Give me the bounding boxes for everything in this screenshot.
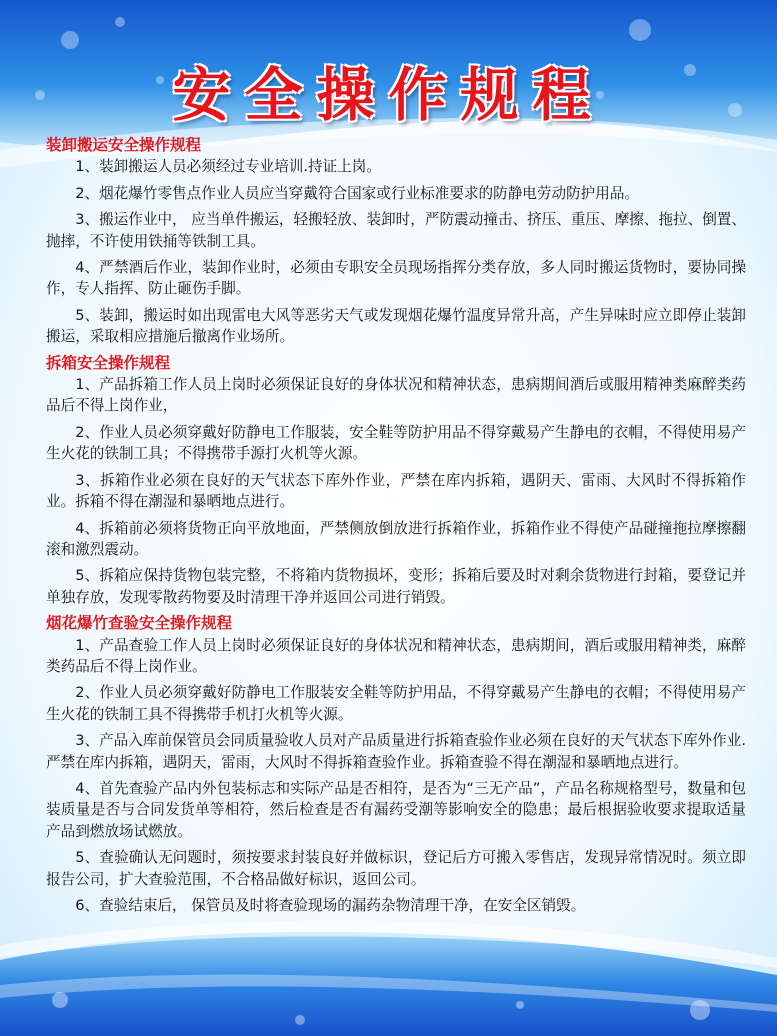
poster-title: 安全操作规程 — [172, 61, 605, 129]
paragraph: 1、装卸搬运人员必须经过专业培训.持证上岗。 — [75, 158, 381, 176]
paragraph: 1、产品拆箱工作人员上岗时必须保证良好的身体状况和精神状态，患病期间酒后或服用精神类麻醉类药品后不得上岗作业， — [46, 376, 746, 415]
paragraph: 3、搬运作业中， 应当单件搬运，轻搬轻放、装卸时，严防震动撞击、挤压、重压、摩擦、拖拉、倒置、抛摔，不许使用铁捅等铁制工具。 — [46, 211, 746, 250]
section-heading: 装卸搬运安全操作规程 — [46, 136, 202, 154]
paragraph: 1、产品查验工作人员上岗时必须保证良好的身体状况和精神状态，患病期间，酒后或服用精神类，麻醉类药品后不得上岗作业。 — [46, 636, 746, 675]
paragraph: 4、拆箱前必须将货物正向平放地面，严禁侧放倒放进行拆箱作业，拆箱作业不得使产品碰撞拖拉摩擦翻滚和激烈震动。 — [46, 519, 746, 558]
section-heading: 拆箱安全操作规程 — [46, 353, 171, 372]
paragraph: 5、查验确认无问题时，须按要求封装良好并做标识，登记后方可搬入零售店，发现异常情况时。须立即报告公司，扩大查验范围，不合格品做好标识，返回公司。 — [46, 849, 746, 888]
section-inspection — [46, 613, 746, 916]
paragraph: 2、烟花爆竹零售点作业人员应当穿戴符合国家或行业标准要求的防静电劳动防护用品。 — [75, 184, 640, 202]
paragraph: 4、严禁酒后作业，装卸作业时，必须由专职安全员现场指挥分类存放，多人同时搬运货物时，要协同操作，专人指挥、防止砸伤手脚。 — [46, 259, 746, 298]
section-loading-handling — [46, 135, 746, 348]
paragraph: 3、拆箱作业必须在良好的天气状态下库外作业，严禁在库内拆箱，遇阴天、雷雨、大风时不得拆箱作业。拆箱不得在潮湿和暴晒地点进行。 — [46, 471, 746, 511]
paragraph: 2、作业人员必须穿戴好防静电工作服装安全鞋等防护用品，不得穿戴易产生静电的衣帽；不得使用易产生火花的铁制工具不得携带手机打火机等火源。 — [46, 684, 746, 723]
section-unpacking — [46, 353, 746, 608]
paragraph: 3、产品入库前保管员会同质量验收人员对产品质量进行拆箱查验作业必须在良好的天气状态下库外作业.严禁在库内拆箱，遇阴天，雷雨，大风时不得拆箱查验作业。拆箱查验不得在潮湿和暴晒地点进行。 — [46, 732, 746, 771]
paragraph: 2、作业人员必须穿戴好防静电工作服装，安全鞋等防护用品不得穿戴易产生静电的衣帽，不得使用易产生火花的铁制工具；不得携带手源打火机等火源。 — [46, 423, 746, 463]
paragraph: 4、首先查验产品内外包装标志和实际产品是否相符，是否为“三无产品”，产品名称规格型号，数量和包装质量是否与合同发货单等相符，然后检查是否有漏药受潮等影响安全的隐患；最后根据验收要求提取适量产品到燃放场试燃放。 — [46, 779, 746, 840]
paragraph: 5、拆箱应保持货物包装完整，不将箱内货物损坏，变形；拆箱后要及时对剩余货物进行封箱，要登记并单独存放，发现零散药物要及时清理干净并返回公司进行销毁。 — [46, 567, 746, 606]
paragraph: 6、查验结束后， 保管员及时将查验现场的漏药杂物清理干净，在安全区销毁。 — [75, 897, 586, 914]
section-heading: 烟花爆竹查验安全操作规程 — [46, 614, 233, 633]
content-area — [46, 135, 746, 921]
paragraph: 5、装卸，搬运时如出现雷电大风等恶劣天气或发现烟花爆竹温度异常升高，产生异味时应立即停止装卸搬运，采取相应措施后撤离作业场所。 — [46, 306, 746, 346]
